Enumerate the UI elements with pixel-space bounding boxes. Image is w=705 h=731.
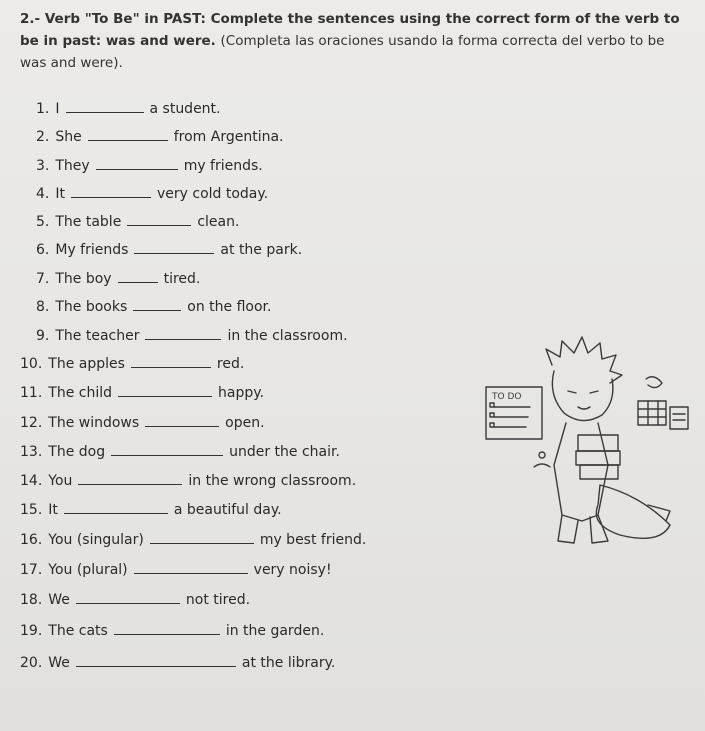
todo-sign-text: TO DO xyxy=(492,392,522,402)
item-number: 10. xyxy=(20,356,43,372)
item-subject: You (singular) xyxy=(48,532,144,548)
exercise-item xyxy=(20,472,356,489)
item-complement: at the library. xyxy=(241,655,336,671)
item-subject: The cats xyxy=(48,623,108,639)
answer-blank[interactable] xyxy=(88,128,168,141)
item-complement: very cold today. xyxy=(156,186,269,202)
answer-blank[interactable] xyxy=(64,501,168,514)
item-number: 9. xyxy=(36,328,50,344)
student-illustration xyxy=(470,335,700,550)
item-subject: The windows xyxy=(48,415,140,431)
item-complement: a beautiful day. xyxy=(173,502,282,518)
item-number: 20. xyxy=(20,655,43,671)
item-subject: You xyxy=(48,473,73,489)
answer-blank[interactable] xyxy=(145,414,219,427)
answer-blank[interactable] xyxy=(96,157,178,170)
item-complement: at the park. xyxy=(220,242,303,258)
item-number: 1. xyxy=(36,101,50,117)
answer-blank[interactable] xyxy=(134,241,214,254)
exercise-item xyxy=(20,414,265,431)
instructions-english: 2.- Verb "To Be" in PAST: Complete the sentences using the correct form of the verb to be in past: was and were. xyxy=(20,11,680,49)
item-complement: a student. xyxy=(149,101,221,117)
answer-blank[interactable] xyxy=(133,298,181,311)
answer-blank[interactable] xyxy=(76,654,236,667)
exercise-item xyxy=(36,213,239,230)
exercise-instructions xyxy=(20,8,690,74)
item-complement: from Argentina. xyxy=(173,129,284,145)
item-number: 4. xyxy=(36,186,50,202)
item-subject: You (plural) xyxy=(48,562,128,578)
exercise-item xyxy=(20,384,264,401)
exercise-item xyxy=(36,327,348,344)
exercise-item xyxy=(36,157,263,174)
exercise-item xyxy=(36,100,221,117)
answer-blank[interactable] xyxy=(131,355,211,368)
item-complement: very noisy! xyxy=(253,562,332,578)
item-complement: happy. xyxy=(218,385,264,401)
item-subject: My friends xyxy=(55,242,129,258)
instructions-spanish: (Completa las oraciones usando la forma correcta del verbo to be was and were). xyxy=(20,33,665,71)
item-subject: The dog xyxy=(48,444,106,460)
answer-blank[interactable] xyxy=(78,472,182,485)
item-number: 15. xyxy=(20,502,43,518)
exercise-item xyxy=(36,185,268,202)
item-number: 3. xyxy=(36,158,50,174)
item-number: 11. xyxy=(20,385,43,401)
item-subject: The books xyxy=(55,299,128,315)
answer-blank[interactable] xyxy=(118,384,212,397)
exercise-item xyxy=(20,443,340,460)
answer-blank[interactable] xyxy=(71,185,151,198)
exercise-item xyxy=(20,501,282,518)
item-complement: under the chair. xyxy=(229,444,340,460)
answer-blank[interactable] xyxy=(150,531,254,544)
item-subject: She xyxy=(55,129,82,145)
item-complement: in the classroom. xyxy=(227,328,348,344)
item-subject: They xyxy=(55,158,90,174)
answer-blank[interactable] xyxy=(145,327,221,340)
answer-blank[interactable] xyxy=(118,270,158,283)
exercise-item xyxy=(20,531,366,548)
item-complement: tired. xyxy=(163,271,201,287)
item-complement: my best friend. xyxy=(259,532,367,548)
item-subject: It xyxy=(55,186,65,202)
item-number: 17. xyxy=(20,562,43,578)
item-subject: The teacher xyxy=(55,328,140,344)
exercise-item xyxy=(20,561,332,578)
item-subject: We xyxy=(48,592,70,608)
answer-blank[interactable] xyxy=(111,443,223,456)
item-number: 19. xyxy=(20,623,43,639)
item-subject: The table xyxy=(55,214,122,230)
item-number: 14. xyxy=(20,473,43,489)
item-number: 8. xyxy=(36,299,50,315)
exercise-item xyxy=(36,298,271,315)
item-number: 6. xyxy=(36,242,50,258)
answer-blank[interactable] xyxy=(127,213,191,226)
exercise-item xyxy=(20,591,250,608)
answer-blank[interactable] xyxy=(76,591,180,604)
item-complement: my friends. xyxy=(183,158,263,174)
item-subject: It xyxy=(48,502,58,518)
answer-blank[interactable] xyxy=(66,100,144,113)
exercise-item xyxy=(20,654,335,671)
item-complement: open. xyxy=(225,415,265,431)
item-number: 7. xyxy=(36,271,50,287)
exercise-item xyxy=(36,128,284,145)
item-subject: The child xyxy=(48,385,112,401)
exercise-item xyxy=(20,355,244,372)
item-complement: red. xyxy=(216,356,245,372)
item-complement: on the floor. xyxy=(187,299,272,315)
exercise-item xyxy=(36,270,200,287)
answer-blank[interactable] xyxy=(134,561,248,574)
exercise-item xyxy=(36,241,302,258)
item-number: 13. xyxy=(20,444,43,460)
item-number: 2. xyxy=(36,129,50,145)
item-number: 5. xyxy=(36,214,50,230)
item-subject: The apples xyxy=(48,356,125,372)
item-subject: The boy xyxy=(55,271,112,287)
item-complement: in the wrong classroom. xyxy=(188,473,357,489)
item-subject: I xyxy=(55,101,60,117)
item-subject: We xyxy=(48,655,70,671)
exercise-item xyxy=(20,622,324,639)
item-number: 12. xyxy=(20,415,43,431)
item-number: 18. xyxy=(20,592,43,608)
item-complement: not tired. xyxy=(185,592,251,608)
item-complement: in the garden. xyxy=(225,623,325,639)
answer-blank[interactable] xyxy=(114,622,220,635)
item-complement: clean. xyxy=(197,214,240,230)
item-number: 16. xyxy=(20,532,43,548)
